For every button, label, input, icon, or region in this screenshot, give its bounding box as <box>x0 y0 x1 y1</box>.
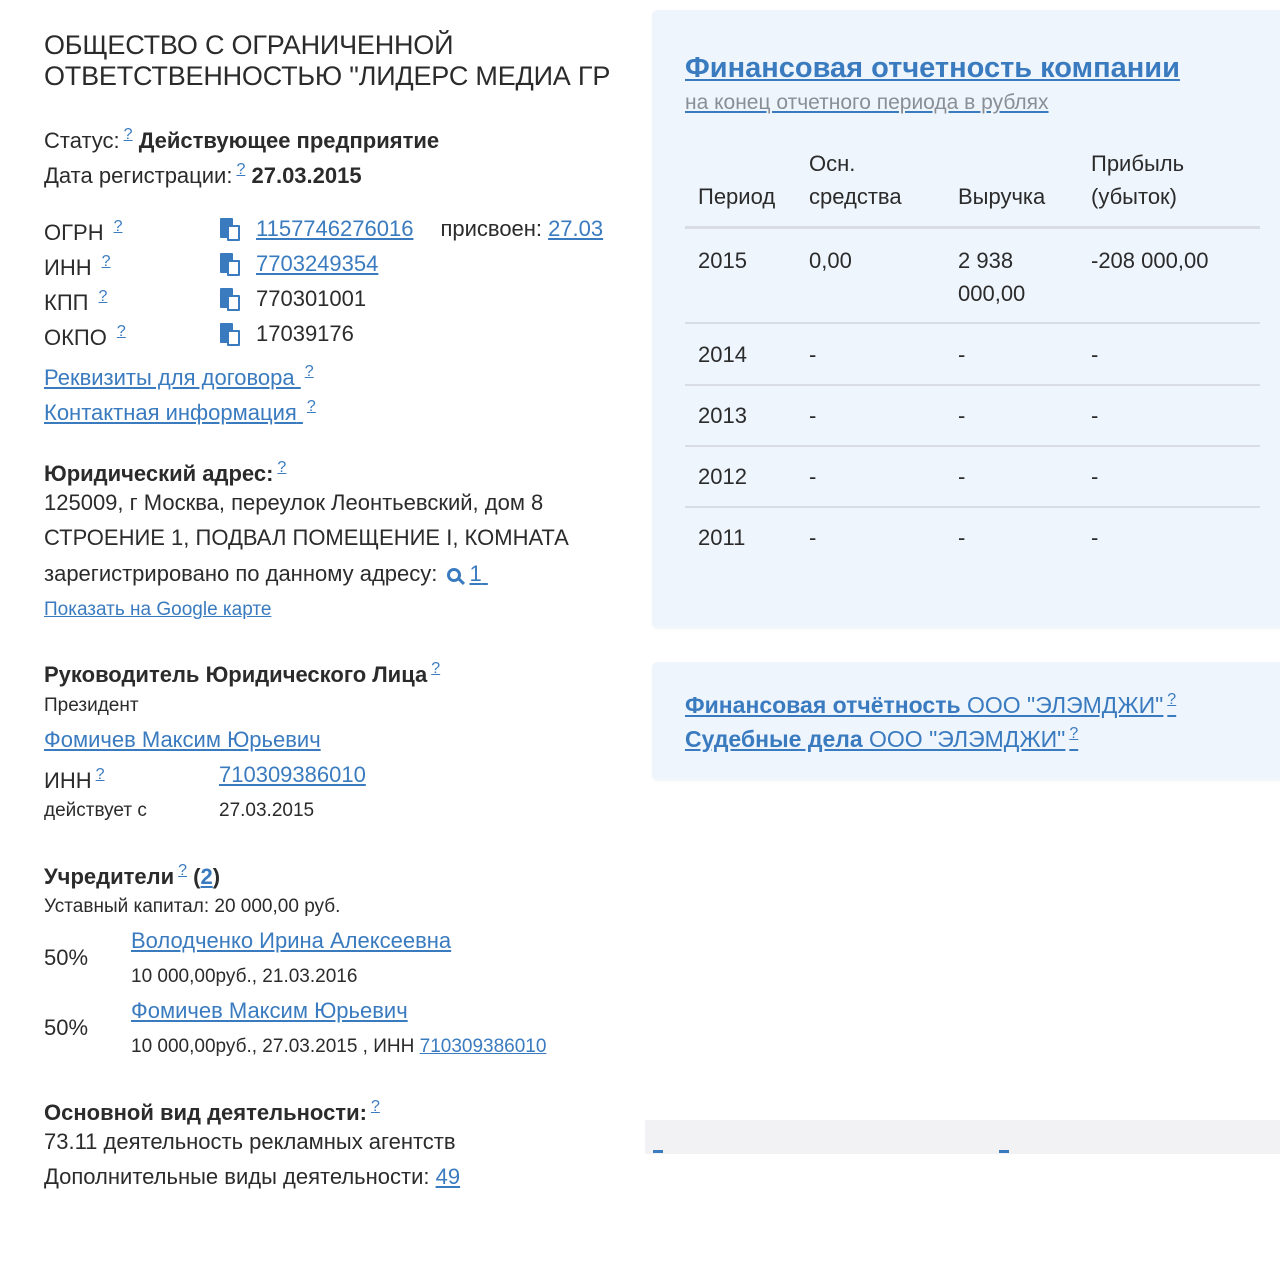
related-financials-row <box>685 691 1176 719</box>
head-name-row <box>44 726 321 754</box>
address-heading: Юридический адрес: ? <box>44 459 287 486</box>
copy-icon[interactable] <box>218 321 244 347</box>
col-header-period: Период <box>698 184 776 209</box>
cell-revenue: - <box>958 525 966 550</box>
company-title-line2: ОТВЕТСТВЕННОСТЬЮ "ЛИДЕРС МЕДИА ГР <box>44 61 611 91</box>
founder-share: 50% <box>44 945 89 970</box>
okpo-text: 17039176 <box>256 321 354 346</box>
requisites-help-icon[interactable]: ? <box>304 363 314 380</box>
contact-help-icon[interactable]: ? <box>306 398 316 415</box>
okpo-value <box>218 321 354 347</box>
row-divider <box>685 384 1260 386</box>
related-financials-help-icon[interactable]: ? <box>1167 691 1177 708</box>
kpp-value <box>218 286 366 312</box>
kpp-help-icon[interactable]: ? <box>98 288 108 305</box>
contact-row <box>44 393 316 427</box>
related-court-help-icon[interactable]: ? <box>1069 725 1079 742</box>
related-financials-link[interactable]: Финансовая отчётность ООО "ЭЛЭМДЖИ" <box>685 692 1164 718</box>
financials-title-link[interactable]: Финансовая отчетность компании <box>685 52 1180 84</box>
founder-name-link[interactable]: Володченко Ирина Алексеевна <box>131 928 452 953</box>
address-line2: СТРОЕНИЕ 1, ПОДВАЛ ПОМЕЩЕНИЕ I, КОМНАТА <box>44 525 569 550</box>
cell-period: 2012 <box>698 464 747 489</box>
col-header-revenue: Выручка <box>958 184 1046 209</box>
ogrn-help-icon[interactable]: ? <box>113 218 123 235</box>
activity-heading: Основной вид деятельности: ? <box>44 1098 380 1125</box>
okpo-help-icon[interactable]: ? <box>116 323 126 340</box>
status-help-icon[interactable]: ? <box>123 126 133 143</box>
head-inn-link[interactable]: 710309386010 <box>219 762 366 787</box>
related-links-panel <box>652 662 1280 780</box>
founders-heading: Учредители ? (2) <box>44 862 221 889</box>
address-registered: зарегистрировано по данному адресу: 1 <box>44 560 488 588</box>
head-inn-help-icon[interactable]: ? <box>95 766 105 783</box>
founder-share: 50% <box>44 1015 89 1040</box>
cell-assets: - <box>809 464 817 489</box>
cell-profit: - <box>1091 464 1099 489</box>
founders-help-icon[interactable]: ? <box>178 862 188 879</box>
cut-off-panel <box>645 1120 1280 1154</box>
head-help-icon[interactable]: ? <box>431 660 441 677</box>
activity-help-icon[interactable]: ? <box>370 1098 380 1115</box>
head-inn-label: ИНН ? <box>44 766 105 793</box>
head-name-link[interactable]: Фомичев Максим Юрьевич <box>44 727 321 752</box>
head-since-value: 27.03.2015 <box>219 800 315 821</box>
ogrn-assigned-date[interactable]: 27.03 <box>548 216 604 241</box>
head-inn-row <box>219 761 366 789</box>
founder-name-row <box>131 997 408 1025</box>
regdate-row <box>44 156 362 190</box>
ogrn-label: ОГРН ? <box>44 218 123 245</box>
address-help-icon[interactable]: ? <box>277 459 287 476</box>
regdate-help-icon[interactable]: ? <box>236 161 246 178</box>
inn-help-icon[interactable]: ? <box>101 253 111 270</box>
kpp-label: КПП ? <box>44 288 108 315</box>
cell-period: 2011 <box>698 525 746 550</box>
cell-assets: - <box>809 525 817 550</box>
search-icon <box>447 568 461 582</box>
head-since-label: действует с <box>44 800 147 821</box>
activity-main: 73.11 деятельность рекламных агентств <box>44 1129 456 1154</box>
regdate-label: Дата регистрации: <box>44 163 233 188</box>
address-line1: 125009, г Москва, переулок Леонтьевский, дом 8 <box>44 490 544 515</box>
row-divider <box>685 445 1260 447</box>
google-map-link[interactable]: Показать на Google карте <box>44 599 272 620</box>
ogrn-assigned-label: присвоен: <box>440 216 543 241</box>
kpp-text: 770301001 <box>256 286 367 311</box>
copy-icon[interactable] <box>218 286 244 312</box>
founder-details: 10 000,00руб., 21.03.2016 <box>131 966 358 987</box>
ogrn-link[interactable]: 1157746276016 <box>256 216 414 241</box>
contact-link[interactable]: Контактная информация <box>44 400 297 425</box>
inn-value <box>218 251 378 277</box>
copy-icon[interactable] <box>218 251 244 277</box>
col-header-assets: Осн. средства <box>809 151 902 209</box>
head-heading: Руководитель Юридического Лица ? <box>44 660 441 687</box>
company-title-line1: ОБЩЕСТВО С ОГРАНИЧЕННОЙ <box>44 30 454 60</box>
cell-assets: - <box>809 403 817 428</box>
company-title <box>44 30 636 92</box>
status-value: Действующее предприятие <box>138 128 440 153</box>
cell-profit: -208 000,00 <box>1091 248 1209 273</box>
copy-icon[interactable] <box>218 216 244 242</box>
requisites-row <box>44 358 314 392</box>
col-header-profit: Прибыль (убыток) <box>1091 151 1185 209</box>
founder-name-link[interactable]: Фомичев Максим Юрьевич <box>131 998 408 1023</box>
row-divider <box>685 322 1260 324</box>
registered-count-link[interactable]: 1 <box>447 561 487 586</box>
head-position: Президент <box>44 695 139 716</box>
map-row <box>44 596 271 624</box>
founder-details: 10 000,00руб., 27.03.2015 , ИНН <box>131 1036 420 1057</box>
cell-assets: - <box>809 342 817 367</box>
founders-count-link[interactable]: 2 <box>200 864 213 889</box>
cell-period: 2013 <box>698 403 747 428</box>
founder-inn-link[interactable]: 710309386010 <box>419 1036 547 1057</box>
requisites-link[interactable]: Реквизиты для договора <box>44 365 295 390</box>
cell-profit: - <box>1091 342 1099 367</box>
cell-revenue: - <box>958 464 966 489</box>
cell-period: 2014 <box>698 342 747 367</box>
status-label: Статус: <box>44 128 120 153</box>
regdate-value: 27.03.2015 <box>251 163 362 188</box>
founder-details-row <box>131 1033 546 1061</box>
cell-revenue: 2 938 000,00 <box>958 248 1026 306</box>
activity-extra: Дополнительные виды деятельности: 49 <box>44 1164 461 1189</box>
table-header-divider <box>685 226 1260 229</box>
cell-revenue: - <box>958 342 966 367</box>
founder-name-row <box>131 927 451 955</box>
cell-assets: 0,00 <box>809 248 852 273</box>
status-row <box>44 121 439 155</box>
related-court-link[interactable]: Судебные дела ООО "ЭЛЭМДЖИ" <box>685 726 1066 752</box>
inn-link[interactable]: 7703249354 <box>256 251 379 276</box>
inn-label: ИНН ? <box>44 253 111 280</box>
ogrn-value <box>218 216 603 242</box>
founders-capital: Уставный капитал: 20 000,00 руб. <box>44 896 341 917</box>
cell-profit: - <box>1091 403 1099 428</box>
cell-profit: - <box>1091 525 1099 550</box>
activity-extra-link[interactable]: 49 <box>435 1164 461 1189</box>
row-divider <box>685 506 1260 508</box>
cell-period: 2015 <box>698 248 747 273</box>
okpo-label: ОКПО ? <box>44 323 126 350</box>
financials-subtitle-link[interactable]: на конец отчетного периода в рублях <box>685 91 1049 114</box>
related-court-row <box>685 725 1078 753</box>
cell-revenue: - <box>958 403 966 428</box>
